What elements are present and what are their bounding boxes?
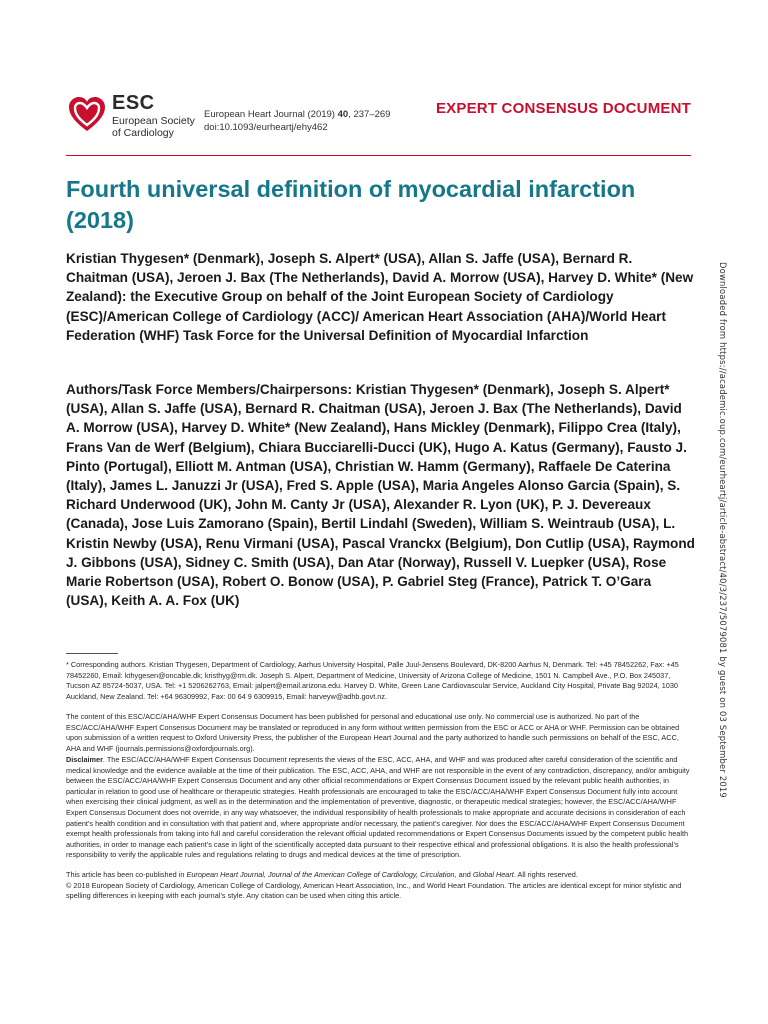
journal-reference: European Heart Journal (2019) 40, 237–269	[204, 109, 391, 120]
logo-wordmark: ESC	[112, 92, 155, 114]
document-type-label: EXPERT CONSENSUS DOCUMENT	[435, 100, 691, 117]
journal-volume: 40	[337, 109, 349, 120]
header-divider	[66, 155, 691, 156]
task-force-authors: Authors/Task Force Members/Chairpersons: Kristian Thygesen* (Denmark), Joseph S. Alpert* (USA), Allan S. Jaffe (USA), Bernard R. Chaitman (USA), Jeroen J. Bax (The Netherlands), David A. Morrow (USA), Harvey D. White* (New Zealand), Hans Mickley (Denmark), Filippo Crea (Italy), Frans Van de Werf (Belgium), Chiara Bucciarelli-Ducci (UK), Hugo A. Katus (Germany), Fausto J. Pinto (Portugal), Elliott M. Antman (USA), Christian W. Hamm (Germany), Raffaele De Caterina (Italy), James L. Januzzi Jr (USA), Fred S. Apple (USA), Maria Angeles Alonso Garcia (Spain), S. Richard Underwood (UK), John M. Canty Jr (USA), Alexander R. Lyon (UK), P. J. Devereaux (Canada), Jose Luis Zamorano (Spain), Bertil Lindahl (Sweden), William S. Weintraub (USA), L. Kristin Newby (USA), Renu Virmani (USA), Pascal Vranckx (Belgium), Don Cutlip (USA), Raymond J. Gibbons (USA), Sidney C. Smith (USA), Dan Atar (Norway), Russell V. Luepker (USA), Rose Marie Robertson (USA), Robert O. Bonow (USA), P. Gabriel Steg (France), Patrick T. O’Gara (USA), Keith A. A. Fox (UK)	[66, 382, 695, 609]
footnote-divider	[66, 653, 118, 654]
download-watermark: Downloaded from https://academic.oup.com/eurheartj/article-abstract/40/3/237/5079081 by guest on 03 September 2019	[718, 262, 728, 798]
corresponding-authors-footnote: * Corresponding authors. Kristian Thygesen, Department of Cardiology, Aarhus University Hospital, Palle Juul-Jensens Boulevard, DK-8200 Aarhus N, Denmark. Tel: +45 78452262, Fax: +45 78452260, Email: kthygesen@oncable.dk; kristhyg@rm.dk. Joseph S. Alpert, Department of Medicine, University of Arizona College of Medicine, 1501 N. Campbell Ave., P.O. Box 245037, Tucson AZ 85724-5037, USA. Tel: +1 5206262763, Email: jalpert@email.arizona.edu. Harvey D. White, Green Lane Cardiovascular Service, Auckland City Hospital, Private Bag 92024, 1030 Auckland, New Zealand. Tel: +64 96309992, Fax: 00 64 9 6309915, Email: harveyw@adhb.govt.nz.	[66, 660, 679, 701]
disclaimer-label: Disclaimer	[66, 755, 103, 764]
journal-citation	[204, 108, 390, 134]
doi[interactable]: doi:10.1093/eurheartj/ehy462	[204, 122, 328, 133]
copublication-note: This article has been co-published in European Heart Journal, Journal of the American College of Cardiology, Circulation, and Global Heart. All rights reserved. © 2018 European Society of Cardiology, American College of Cardiology, American Heart Association, Inc., and World Heart Foundation. The articles are identical except for minor stylistic and spelling differences in keeping with each journal’s style. Any citation can be used when citing this article.	[66, 870, 682, 901]
article-title: Fourth universal definition of myocardial infarction (2018)	[66, 176, 636, 233]
esc-logo	[66, 94, 198, 144]
permissions-note: The content of this ESC/ACC/AHA/WHF Expert Consensus Document has been published for personal and educational use only. No commercial use is authorized. No part of the ESC/ACC/AHA/WHF Expert Consensus Document may be translated or reproduced in any form without written permission from the ESC or ACC or AHA or WHF. Permission can be obtained upon submission of a written request to Oxford University Press, the publisher of the European Heart Journal and the party authorized to handle such permissions on behalf of the ESC, ACC, AHA and WHF (journals.permissions@oxfordjournals.org).	[66, 712, 680, 753]
executive-group-authors: Kristian Thygesen* (Denmark), Joseph S. Alpert* (USA), Allan S. Jaffe (USA), Bernard R. Chaitman (USA), Jeroen J. Bax (The Netherlands), David A. Morrow (USA), Harvey D. White* (New Zealand): the Executive Group on behalf of the Joint European Society of Cardiology (ESC)/American College of Cardiology (ACC)/ American Heart Association (AHA)/World Heart Federation (WHF) Task Force for the Universal Definition of Myocardial Infarction	[66, 251, 694, 343]
disclaimer-note: Disclaimer. The ESC/ACC/AHA/WHF Expert Consensus Document represents the views of the ESC, ACC, AHA, and WHF and was produced after careful consideration of the scientific and medical knowledge and the evidence available at the time of their publication. The ESC, ACC, AHA, and WHF are not responsible in the event of any contradiction, discrepancy, and/or ambiguity between the ESC/ACC/AHA/WHF Expert Consensus Document and any other official recommendations or Expert Consensus Document issued by the relevant public health authorities, in particular in relation to good use of healthcare or therapeutic strategies. Health professionals are encouraged to take the ESC/ACC/AHA/WHF Expert Consensus Document fully into account when exercising their clinical judgment, as well as in the determination and the implementation of preventive, diagnostic, or therapeutic medical strategies; however, the ESC/ACC/AHA/WHF Expert Consensus Document does not override, in any way whatsoever, the individual responsibility of health professionals to make appropriate and accurate decisions in consideration of each patient’s health condition and in consultation with that patient and, where appropriate and/or necessary, the patient’s caregiver. Nor does the ESC/ACC/AHA/WHF Expert Consensus Document exempt health professionals from taking into full and careful consideration the relevant official updated recommendations or Expert Consensus Documents issued by the competent public health authorities, in order to manage each patient’s case in light of the scientifically accepted data pursuant to their respective ethical and professional obligations. It is also the health professional’s responsibility to verify the applicable rules and regulations relating to drugs and medical devices at the time of prescription.	[66, 755, 690, 860]
heart-logo-icon	[66, 94, 108, 136]
logo-subtitle: European Society of Cardiology	[112, 115, 195, 139]
copyright-notice: © 2018 European Society of Cardiology, American College of Cardiology, American Heart Association, Inc., and World Heart Foundation. The articles are identical except for minor stylistic and spelling differences in keeping with each journal’s style. Any citation can be used when citing this article.	[66, 880, 682, 901]
